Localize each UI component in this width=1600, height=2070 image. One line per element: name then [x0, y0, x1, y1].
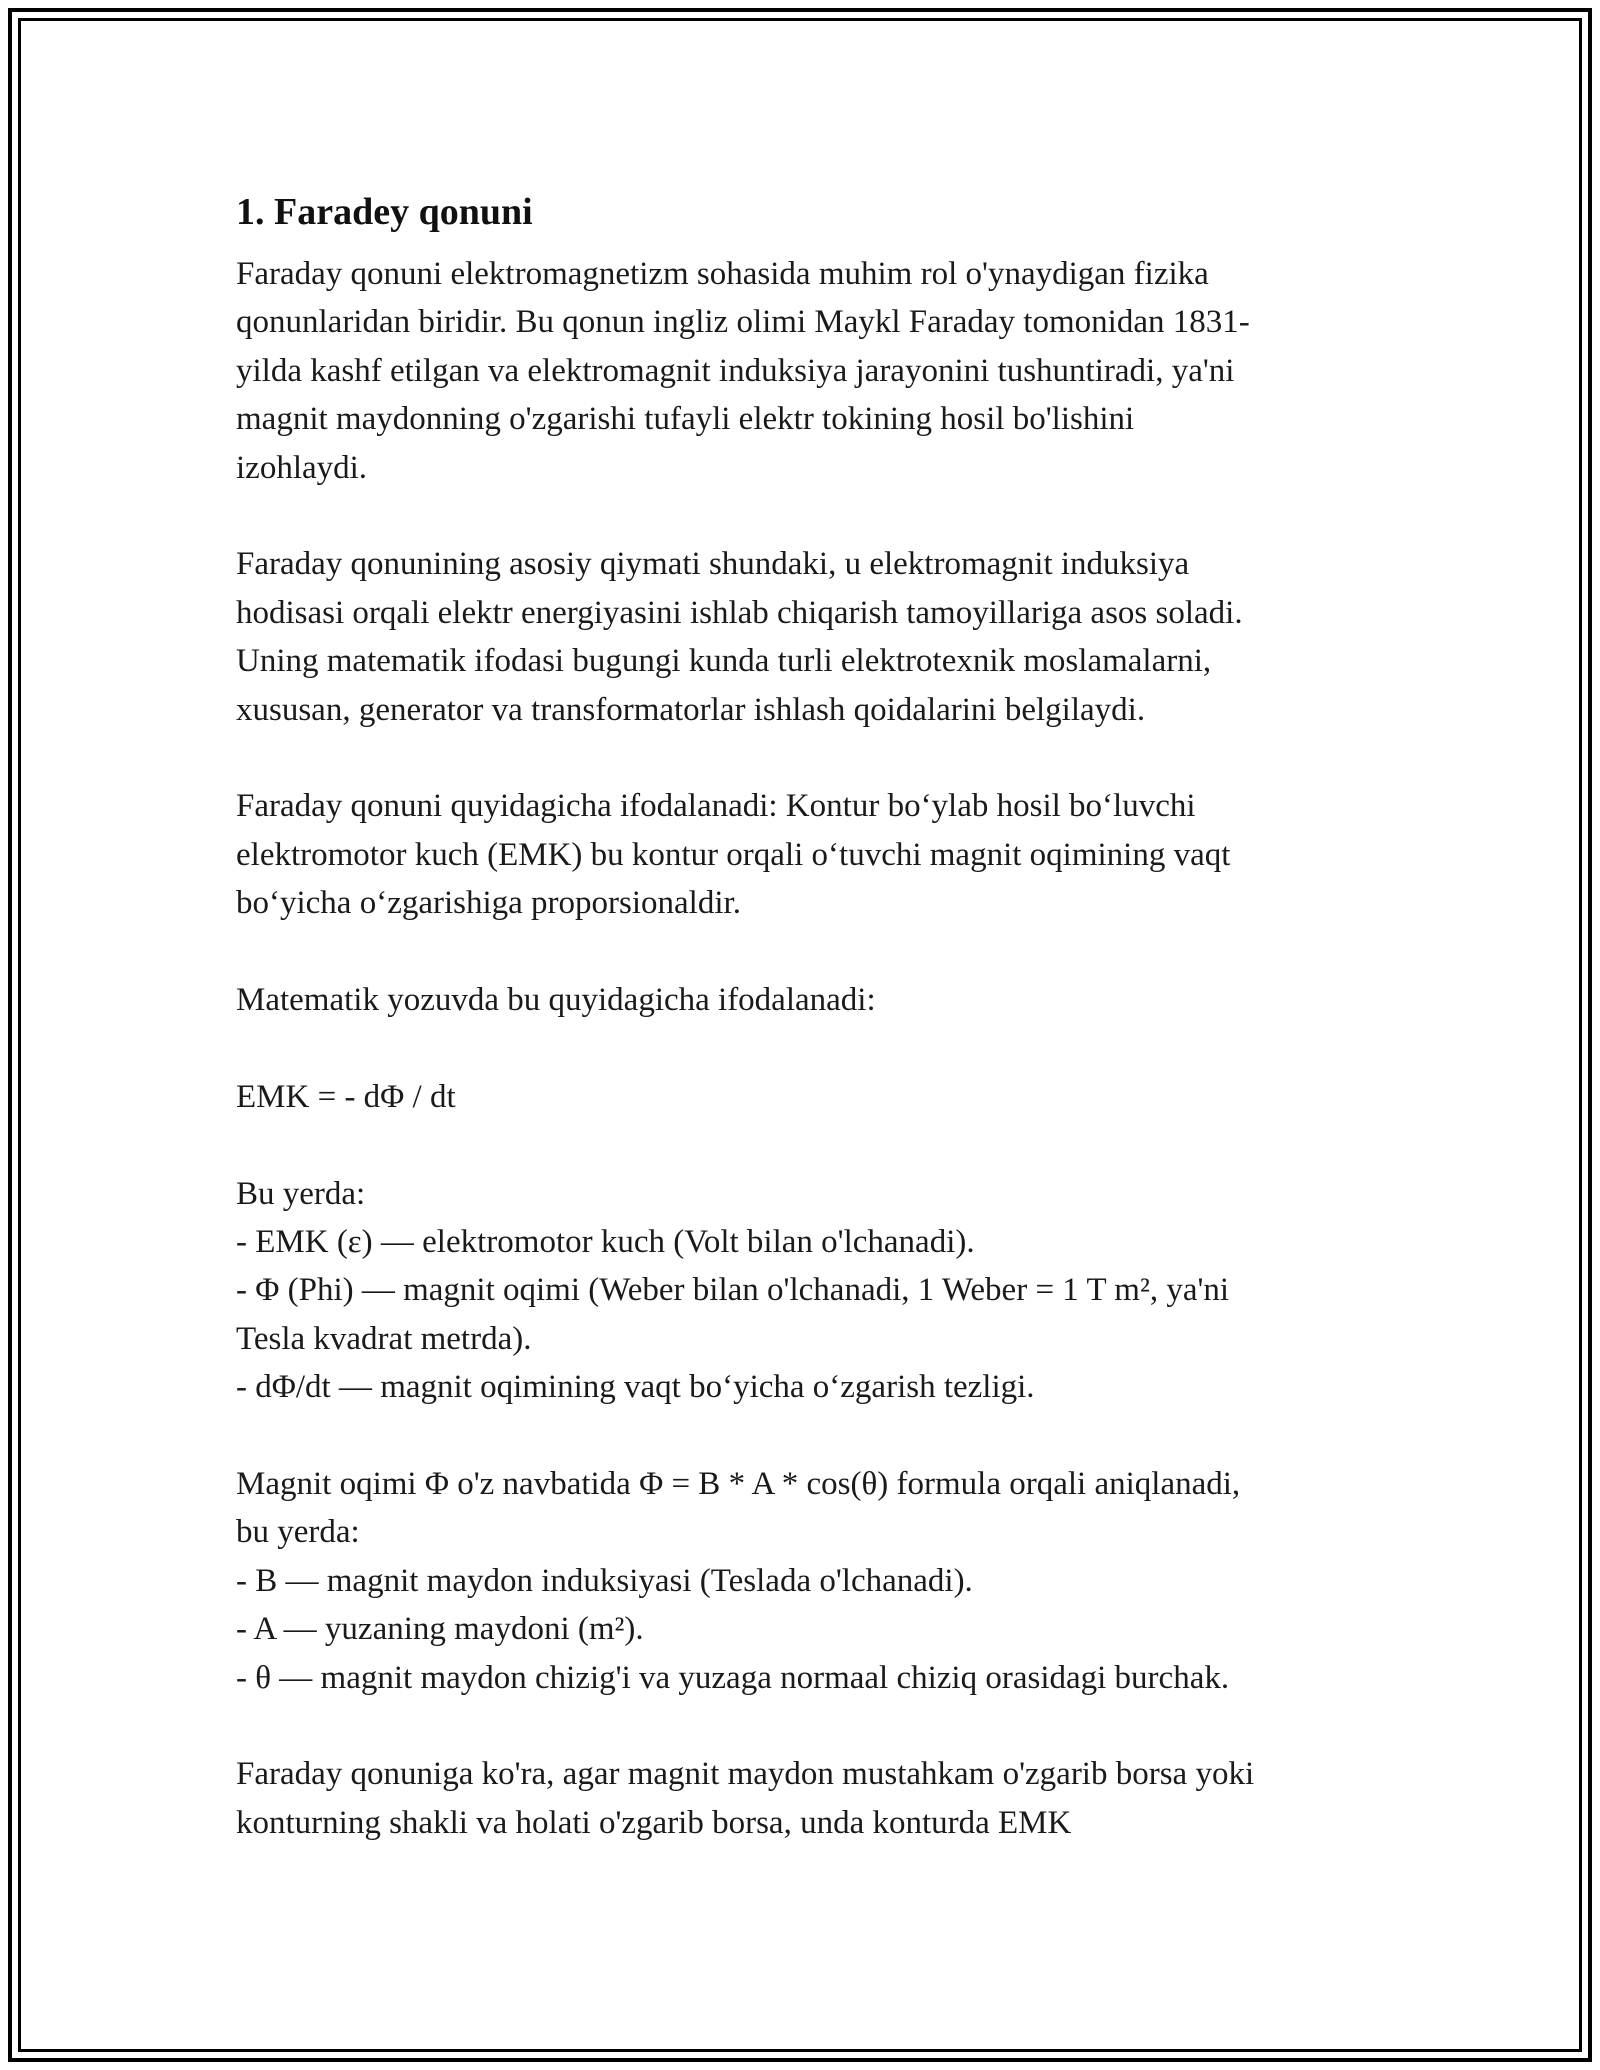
text-line: Magnit oqimi Φ o'z navbatida Φ = B * A * cos(θ) formula orqali aniqlanadi,	[236, 1466, 1241, 1503]
text-line: bo‘yicha o‘zgarishiga proporsionaldir.	[236, 885, 741, 922]
text-line: EMK = - dΦ / dt	[236, 1078, 456, 1115]
paragraph-spacer	[236, 1412, 1376, 1460]
text-line: bu yerda:	[236, 1514, 360, 1551]
document-body	[236, 250, 1376, 1847]
text-line: Faraday qonuni quyidagicha ifodalanadi: Kontur bo‘ylab hosil bo‘luvchi	[236, 788, 1196, 825]
text-line: hodisasi orqali elektr energiyasini ishlab chiqarish tamoyillariga asos soladi.	[236, 594, 1243, 631]
paragraph	[236, 1073, 1376, 1121]
text-line: izohlaydi.	[236, 449, 368, 486]
text-line: - Φ (Phi) — magnit oqimi (Weber bilan o'lchanadi, 1 Weber = 1 T m², ya'ni	[236, 1272, 1230, 1309]
paragraph-spacer	[236, 1702, 1376, 1750]
paragraph	[236, 1750, 1376, 1847]
paragraph	[236, 1170, 1376, 1412]
paragraph	[236, 540, 1376, 734]
text-line: konturning shakli va holati o'zgarib borsa, unda konturda EMK	[236, 1804, 1072, 1841]
paragraph-spacer	[236, 734, 1376, 782]
text-line: xususan, generator va transformatorlar ishlash qoidalarini belgilaydi.	[236, 691, 1146, 728]
text-line: Tesla kvadrat metrda).	[236, 1320, 532, 1357]
section-heading: 1. Faradey qonuni	[236, 191, 533, 233]
text-line: - A — yuzaning maydoni (m²).	[236, 1611, 644, 1648]
text-line: - θ — magnit maydon chizig'i va yuzaga normaal chiziq orasidagi burchak.	[236, 1659, 1230, 1696]
paragraph	[236, 1460, 1376, 1702]
text-line: qonunlaridan biridir. Bu qonun ingliz olimi Maykl Faraday tomonidan 1831-	[236, 304, 1250, 341]
text-line: Uning matematik ifodasi bugungi kunda turli elektrotexnik moslamalarni,	[236, 643, 1212, 680]
text-line: - B — magnit maydon induksiyasi (Teslada o'lchanadi).	[236, 1562, 973, 1599]
text-line: magnit maydonning o'zgarishi tufayli elektr tokining hosil bo'lishini	[236, 401, 1135, 438]
paragraph-spacer	[236, 928, 1376, 976]
text-line: Matematik yozuvda bu quyidagicha ifodalanadi:	[236, 982, 876, 1019]
text-line: Faraday qonuniga ko'ra, agar magnit maydon mustahkam o'zgarib borsa yoki	[236, 1756, 1255, 1793]
text-line: elektromotor kuch (EMK) bu kontur orqali o‘tuvchi magnit oqimining vaqt	[236, 836, 1231, 873]
text-line: - dΦ/dt — magnit oqimining vaqt bo‘yicha o‘zgarish tezligi.	[236, 1369, 1035, 1406]
paragraph	[236, 782, 1376, 927]
text-line: Faraday qonuni elektromagnetizm sohasida muhim rol o'ynaydigan fizika	[236, 256, 1209, 292]
paragraph	[236, 976, 1376, 1024]
text-line: Bu yerda:	[236, 1175, 366, 1212]
paragraph	[236, 250, 1376, 492]
paragraph-spacer	[236, 1024, 1376, 1072]
paragraph-spacer	[236, 492, 1376, 540]
document-content	[236, 186, 1376, 1847]
text-line: yilda kashf etilgan va elektromagnit induksiya jarayonini tushuntiradi, ya'ni	[236, 352, 1235, 389]
paragraph-spacer	[236, 1121, 1376, 1169]
text-line: - EMK (ε) — elektromotor kuch (Volt bilan o'lchanadi).	[236, 1224, 975, 1261]
text-line: Faraday qonunining asosiy qiymati shundaki, u elektromagnit induksiya	[236, 546, 1190, 583]
